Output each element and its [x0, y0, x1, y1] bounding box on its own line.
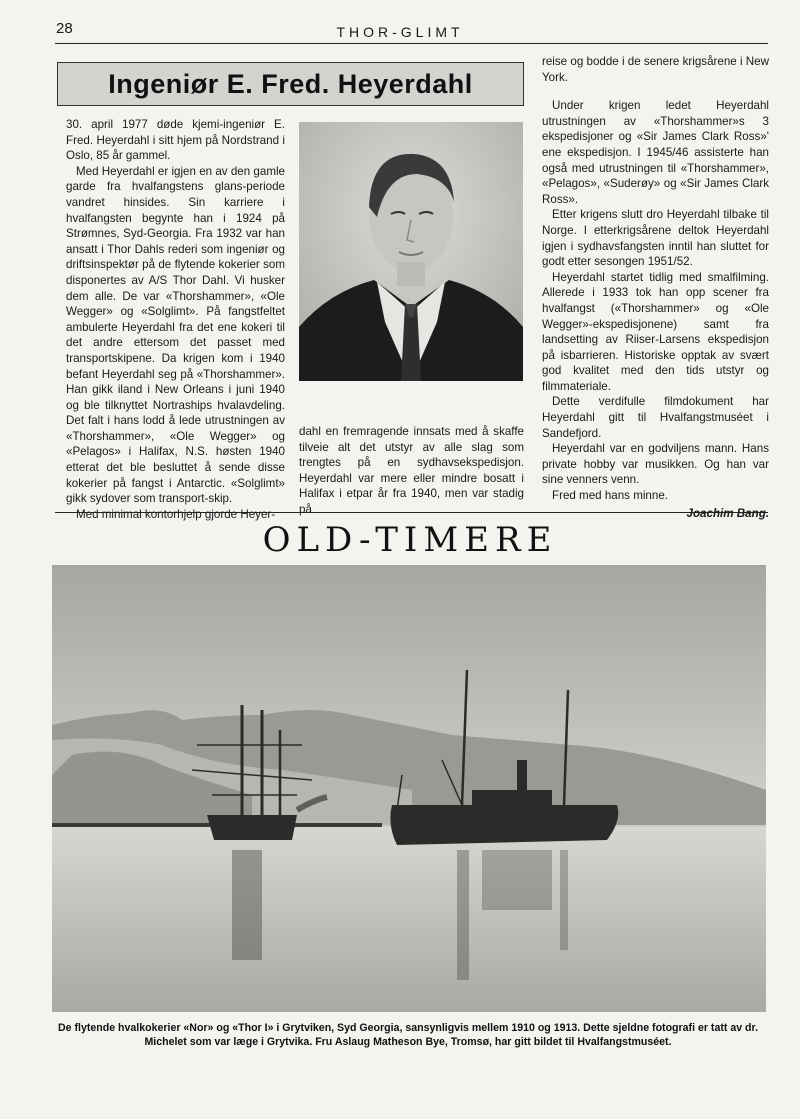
paragraph: Heyerdahl startet tidlig med smalfilming. Allerede i 1933 tok han opp scener fra hvalfangst («Thorshammer» og «Ole Wegger»-ekspedisjonene) samt fra landsetting av Riiser-Larsens ekspedisjon på isbarrieren. Historiske opptak av svært god kvalitet med den tids utstyr og filmmateriale. [542, 270, 769, 393]
article-headline: Ingeniør E. Fred. Heyerdahl [108, 68, 473, 99]
paragraph: 30. april 1977 døde kjemi-ingeniør E. Fred. Heyerdahl i sitt hjem på Nordstrand i Oslo, 85 år gammel. [66, 118, 285, 163]
paragraph: Heyerdahl var en godviljens mann. Hans private hobby var musikken. Og han var sine venners venn. [542, 442, 769, 487]
page-number: 28 [56, 20, 73, 37]
author-signature: Joachim Bang. [686, 506, 769, 520]
paragraph: Fred med hans minne. [552, 489, 668, 503]
paragraph: Dette verdifulle filmdokument har Heyerdahl gitt til Hvalfangstmuséet i Sandefjord. [542, 395, 769, 440]
paragraph: Under krigen ledet Heyerdahl utrustningen av «Thorshammer»s 3 ekspedisjoner og «Sir James Clark Ross»' ene ekspedisjon. I 1945/46 assisterte han også med utrustningen til «Thorshammer», «Pelagos», «Suderøy» og «Sir James Clark Ross». [542, 99, 769, 206]
paragraph: reise og bodde i de senere krigsårene i New York. [542, 55, 769, 84]
article-column-middle [299, 424, 524, 518]
ships-photo [52, 565, 766, 1012]
article-column-right [542, 54, 769, 521]
paragraph: Med Heyerdahl er igjen en av den gamle garde fra hvalfangstens glans-periode vandret hinsides. Sin karriere i hvalfangsten begynte han i 1924 på Strømnes, Syd-Georgia. Fra 1932 var han ansatt i Thor Dahls rederi som ingeniør og driftsinspektør på de flytende kokerier som disponertes av A/S Thor Dahl. Vi husker dem alle. De var «Thorshammer», «Ole Wegger» og «Solglimt». På fangstfeltet ambulerte Heyerdahl fra det ene kokeri til det andre ettersom det passet med transportskipene. Da krigen kom i 1940 befant Heyerdahl seg på «Thorshammer». Han gikk iland i New Orleans i juni 1940 og ble tilknyttet Nortraships hvalavdeling. Det falt i hans lodd å lede utrustningen av «Thorshammer», «Ole Wegger» og «Pelagos» i Halifax, N.S. høsten 1940 etterat det ble besluttet å sende disse kokerier på fangst i Antarctic. «Solglimt» gikk sydover som transport-skip. [66, 164, 285, 506]
section-rule [55, 512, 768, 513]
top-rule [55, 43, 768, 44]
paragraph: dahl en fremragende innsats med å skaffe tilveie alt det utstyr av alle slag som trengtes på en sydhavsekspedisjon. Heyerdahl var mere eller mindre bosatt i Halifax i etpar år fra 1940, men var stadig på [299, 425, 524, 516]
paragraph: Etter krigens slutt dro Heyerdahl tilbake til Norge. I etterkrigsårene deltok Heyerdahl igjen i sydhavsfangsten inntil han sluttet for godt etter sesongen 1951/52. [542, 208, 769, 269]
article-column-left [66, 117, 285, 522]
paragraph: Med minimal kontorhjelp gjorde Heyer- [76, 507, 276, 521]
portrait-photo [299, 122, 523, 381]
headline-box [57, 62, 524, 106]
section-title: OLD-TIMERE [262, 520, 558, 560]
running-head: THOR-GLIMT [336, 24, 464, 40]
photo-caption: De flytende hvalkokerier «Nor» og «Thor I» i Grytviken, Syd Georgia, sansynligvis mellem 1910 og 1913. Dette sjeldne fotografi er tatt av dr. Michelet som var læge i Grytvika. Fru Aslaug Matheson Bye, Tromsø, har gitt bildet til Hvalfangstmuséet. [57, 1022, 759, 1048]
